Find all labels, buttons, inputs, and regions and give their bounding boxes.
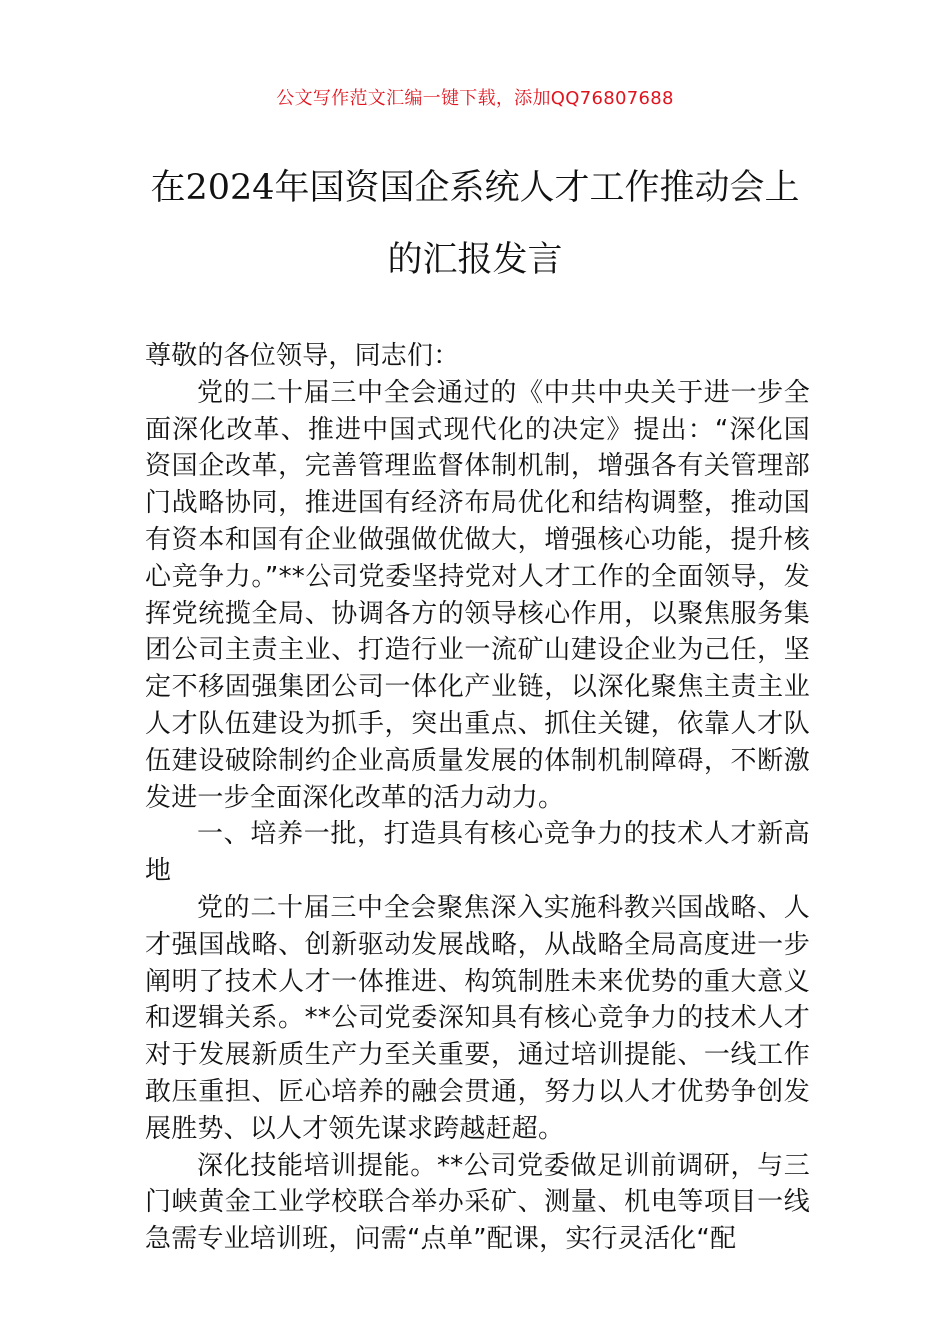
- body-paragraph-skills-training: 深化技能培训提能。**公司党委做足训前调研，与三门峡黄金工业学校联合举办采矿、测量、机电等项目一线急需专业培训班，问需“点单”配课，实行灵活化“配: [145, 1150, 810, 1255]
- body-paragraph-intro: 党的二十届三中全会通过的《中共中央关于进一步全面深化改革、推进中国式现代化的决定》提出：“深化国资国企改革，完善管理监督体制机制，增强各有关管理部门战略协同，推进国有经济布局优化和结构调整，推动国有资本和国有企业做强做优做大，增强核心功能，提升核心竞争力。”**公司党委坚持党对人才工作的全面领导，发挥党统揽全局、协调各方的领导核心作用，以聚焦服务集团公司主责主业、打造行业一流矿山建设企业为己任，坚定不移固强集团公司一体化产业链，以深化聚焦主责主业人才队伍建设为抓手，突出重点、抓住关键，依靠人才队伍建设破除制约企业高质量发展的体制机制障碍，不断激发进一步全面深化改革的活力动力。: [145, 377, 810, 813]
- download-notice-header: 公文写作范文汇编一键下载，添加QQ76807688: [276, 88, 674, 109]
- document-title-line-2: 的汇报发言: [387, 240, 563, 280]
- salutation: 尊敬的各位领导，同志们：: [145, 341, 460, 371]
- body-paragraph-section-1: 党的二十届三中全会聚焦深入实施科教兴国战略、人才强国战略、创新驱动发展战略，从战略全局高度进一步阐明了技术人才一体推进、构筑制胜未来优势的重大意义和逻辑关系。**公司党委深知具有核心竞争力的技术人才对于发展新质生产力至关重要，通过培训提能、一线工作敢压重担、匠心培养的融会贯通，努力以人才优势争创发展胜势、以人才领先谋求跨越赶超。: [145, 892, 810, 1144]
- section-heading-1: 一、培养一批，打造具有核心竞争力的技术人才新高地: [145, 819, 810, 887]
- document-title-line-1: 在2024年国资国企系统人才工作推动会上: [150, 168, 800, 208]
- document-body: [145, 338, 810, 1258]
- document-title: [120, 152, 830, 296]
